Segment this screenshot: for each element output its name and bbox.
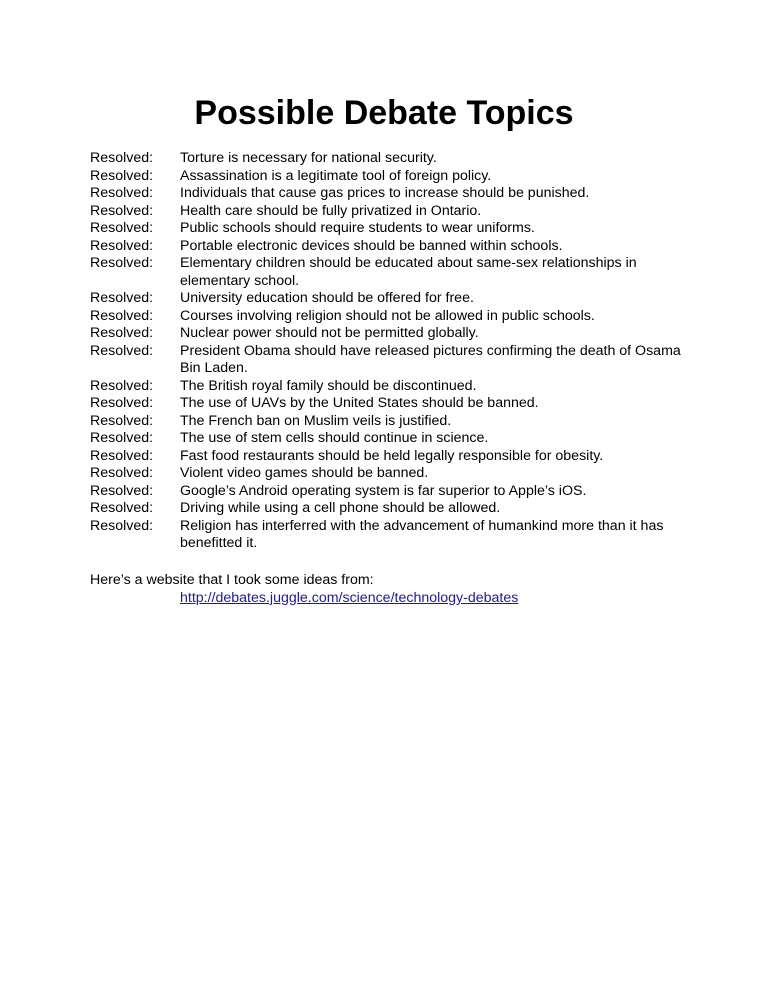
resolved-label: Resolved: <box>90 237 154 254</box>
topic-text: The French ban on Muslim veils is justified. <box>180 412 452 429</box>
debate-topic <box>90 168 690 186</box>
topic-text: The use of stem cells should continue in science. <box>180 430 489 446</box>
resolved-label: Resolved: <box>90 150 154 166</box>
topic-text: Public schools should require students to wear uniforms. <box>180 220 535 236</box>
topic-text: Driving while using a cell phone should be allowed. <box>180 500 501 516</box>
debate-topic <box>90 255 690 290</box>
resolved-label: Resolved: <box>90 167 154 184</box>
resolved-label: Resolved: <box>90 307 154 324</box>
debate-topic <box>90 325 690 343</box>
resolved-label: Resolved: <box>90 220 154 236</box>
debate-topic <box>90 378 690 396</box>
resolved-label: Resolved: <box>90 482 154 499</box>
debate-topic <box>90 343 690 378</box>
resolved-label: Resolved: <box>90 202 154 219</box>
debate-topic <box>90 220 690 238</box>
resolved-label: Resolved: <box>90 325 154 341</box>
debate-topic <box>90 448 690 466</box>
topic-text: Courses involving religion should not be allowed in public schools. <box>180 307 595 324</box>
debate-topic <box>90 290 690 308</box>
resolved-label: Resolved: <box>90 185 154 201</box>
resolved-label: Resolved: <box>90 465 154 481</box>
topic-text: President Obama should have released pictures confirming the death of Osama Bin Laden. <box>180 342 681 376</box>
topic-text: The British royal family should be discontinued. <box>180 377 477 394</box>
page-title: Possible Debate Topics <box>194 94 574 132</box>
topic-text: The use of UAVs by the United States should be banned. <box>180 395 539 411</box>
resolved-label: Resolved: <box>90 412 154 429</box>
debate-topic <box>90 430 690 448</box>
debate-topic <box>90 203 690 221</box>
topic-text: Assassination is a legitimate tool of foreign policy. <box>180 167 492 184</box>
debate-topic <box>90 483 690 501</box>
debate-topic <box>90 238 690 256</box>
resolved-label: Resolved: <box>90 500 154 516</box>
topic-text: University education should be offered for free. <box>180 290 474 306</box>
topic-text: Torture is necessary for national security. <box>180 150 437 166</box>
debate-topic <box>90 465 690 483</box>
resolved-label: Resolved: <box>90 447 154 464</box>
topic-text: Individuals that cause gas prices to increase should be punished. <box>180 185 590 201</box>
topic-text: Portable electronic devices should be banned within schools. <box>180 237 563 254</box>
topic-text: Elementary children should be educated about same-sex relationships in elementary school. <box>180 255 637 289</box>
topic-text: Nuclear power should not be permitted globally. <box>180 325 479 341</box>
debate-topic-list <box>90 150 690 553</box>
resolved-label: Resolved: <box>90 395 154 411</box>
source-link[interactable]: http://debates.juggle.com/science/technology-debates <box>180 590 519 606</box>
topic-text: Health care should be fully privatized in Ontario. <box>180 202 482 219</box>
debate-topic <box>90 185 690 203</box>
debate-topic <box>90 150 690 168</box>
source-note: Here’s a website that I took some ideas from: <box>90 572 374 588</box>
debate-topic <box>90 308 690 326</box>
topic-text: Google’s Android operating system is far superior to Apple’s iOS. <box>180 482 587 499</box>
resolved-label: Resolved: <box>90 290 154 306</box>
resolved-label: Resolved: <box>90 517 154 534</box>
resolved-label: Resolved: <box>90 430 154 446</box>
topic-text: Fast food restaurants should be held legally responsible for obesity. <box>180 447 604 464</box>
debate-topic <box>90 413 690 431</box>
debate-topic <box>90 518 690 553</box>
resolved-label: Resolved: <box>90 377 154 394</box>
resolved-label: Resolved: <box>90 255 154 271</box>
debate-topic <box>90 395 690 413</box>
debate-topic <box>90 500 690 518</box>
topic-text: Religion has interferred with the advancement of humankind more than it has benefitted it. <box>180 517 664 551</box>
resolved-label: Resolved: <box>90 342 154 359</box>
topic-text: Violent video games should be banned. <box>180 465 429 481</box>
